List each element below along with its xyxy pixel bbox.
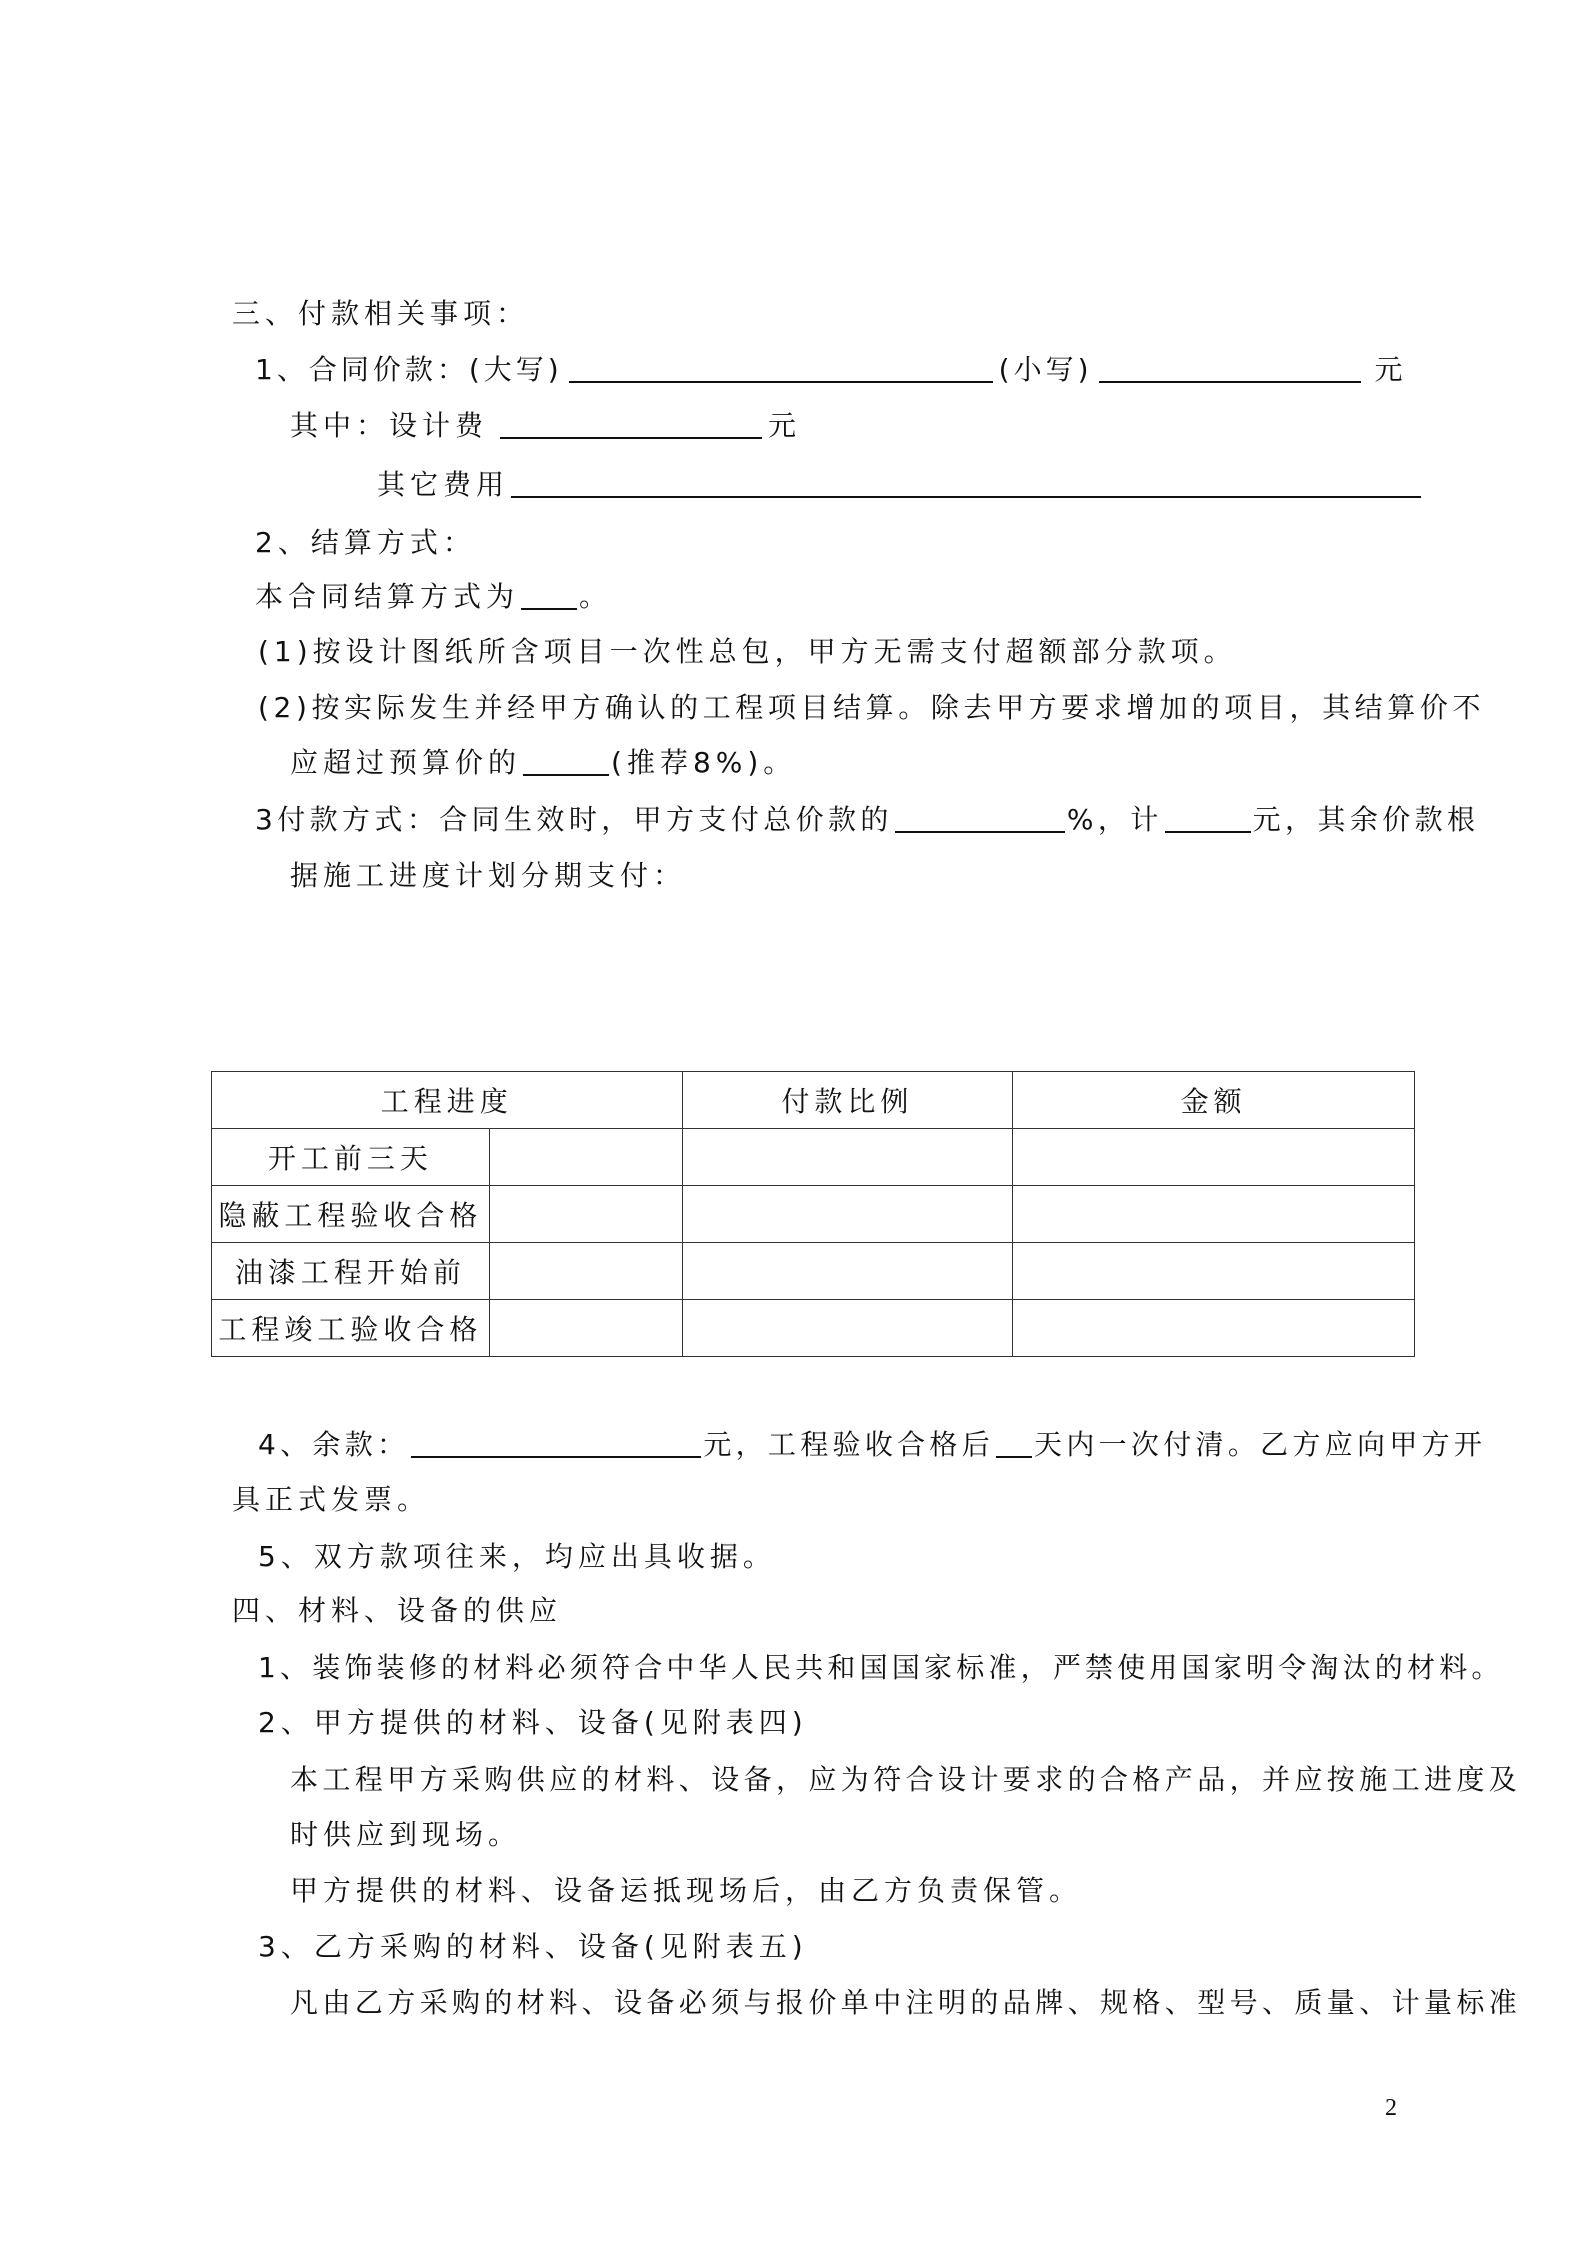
table-row bbox=[212, 1243, 1415, 1300]
receipt-clause: 5、双方款项往来，均应出具收据。 bbox=[258, 1540, 776, 1573]
budget-cap-suffix: (推荐8%)。 bbox=[611, 746, 797, 779]
row-stage-label: 开工前三天 bbox=[212, 1129, 490, 1186]
table-row bbox=[212, 1186, 1415, 1243]
payment-amount-blank[interactable] bbox=[1165, 801, 1251, 833]
settlement-title: 2、结算方式： bbox=[255, 526, 476, 559]
payment-yuan-label: 元，其余价款根 bbox=[1252, 803, 1480, 836]
balance-suffix: 天内一次付清。乙方应向甲方开 bbox=[1034, 1428, 1487, 1461]
row-stage-label: 隐蔽工程验收合格 bbox=[212, 1186, 490, 1243]
header-progress: 工程进度 bbox=[212, 1072, 683, 1129]
settlement-method-blank[interactable] bbox=[521, 578, 577, 610]
price-capital-blank[interactable] bbox=[569, 351, 993, 383]
balance-line bbox=[258, 1425, 1486, 1465]
row-amount-cell[interactable] bbox=[1013, 1129, 1415, 1186]
design-fee-label: 其中：设计费 bbox=[290, 409, 489, 442]
payment-method-line bbox=[255, 800, 1479, 840]
section4-title: 四、材料、设备的供应 bbox=[232, 1594, 563, 1627]
page-number: 2 bbox=[1385, 2095, 1397, 2121]
budget-cap-blank[interactable] bbox=[523, 744, 609, 776]
party-a-materials-title: 2、甲方提供的材料、设备(见附表四) bbox=[258, 1706, 808, 1739]
settlement-method-line bbox=[255, 577, 612, 617]
row-ratio-cell[interactable] bbox=[682, 1129, 1013, 1186]
settlement-method-prefix: 本合同结算方式为 bbox=[255, 580, 520, 613]
design-fee-line bbox=[290, 406, 801, 446]
payment-schedule-table bbox=[211, 1071, 1415, 1357]
settlement-method-suffix: 。 bbox=[579, 580, 613, 613]
row-stage-label: 油漆工程开始前 bbox=[212, 1243, 490, 1300]
design-fee-unit: 元 bbox=[768, 409, 802, 442]
budget-cap-prefix: 应超过预算价的 bbox=[290, 746, 522, 779]
row-ratio-cell[interactable] bbox=[682, 1186, 1013, 1243]
balance-prefix: 4、余款： bbox=[258, 1428, 410, 1461]
balance-cont: 具正式发票。 bbox=[232, 1483, 431, 1516]
payment-method-cont: 据施工进度计划分期支付： bbox=[290, 859, 687, 892]
price-small-label: (小写) bbox=[998, 353, 1093, 386]
row-stage-blank-cell[interactable] bbox=[489, 1300, 682, 1357]
contract-price-line bbox=[255, 350, 1407, 390]
party-a-materials-line3: 甲方提供的材料、设备运抵现场后，由乙方负责保管。 bbox=[290, 1874, 1083, 1907]
other-fee-blank[interactable] bbox=[511, 466, 1421, 498]
row-stage-blank-cell[interactable] bbox=[489, 1186, 682, 1243]
row-stage-blank-cell[interactable] bbox=[489, 1129, 682, 1186]
settlement-option-1: (1)按设计图纸所含项目一次性总包，甲方无需支付超额部分款项。 bbox=[258, 635, 1237, 668]
row-ratio-cell[interactable] bbox=[682, 1300, 1013, 1357]
payment-percent-blank[interactable] bbox=[895, 801, 1065, 833]
settlement-option-2-cont bbox=[290, 743, 796, 783]
section3-title: 三、付款相关事项： bbox=[232, 297, 530, 330]
header-amount: 金额 bbox=[1013, 1072, 1415, 1129]
row-ratio-cell[interactable] bbox=[682, 1243, 1013, 1300]
header-ratio: 付款比例 bbox=[682, 1072, 1013, 1129]
party-b-materials-title: 3、乙方采购的材料、设备(见附表五) bbox=[258, 1930, 808, 1963]
row-amount-cell[interactable] bbox=[1013, 1300, 1415, 1357]
balance-amount-blank[interactable] bbox=[411, 1426, 701, 1458]
table-header-row bbox=[212, 1072, 1415, 1129]
design-fee-blank[interactable] bbox=[500, 407, 762, 439]
row-stage-label: 工程竣工验收合格 bbox=[212, 1300, 490, 1357]
payment-percent-label: %，计 bbox=[1066, 803, 1163, 836]
table-row bbox=[212, 1300, 1415, 1357]
other-fee-label: 其它费用 bbox=[377, 468, 510, 501]
contract-price-label: 1、合同价款：(大写) bbox=[255, 353, 563, 386]
party-a-materials-line1: 本工程甲方采购供应的材料、设备，应为符合设计要求的合格产品，并应按施工进度及 bbox=[290, 1763, 1522, 1796]
row-amount-cell[interactable] bbox=[1013, 1186, 1415, 1243]
party-a-materials-line2: 时供应到现场。 bbox=[290, 1818, 522, 1851]
party-b-materials-line1: 凡由乙方采购的材料、设备必须与报价单中注明的品牌、规格、型号、质量、计量标准 bbox=[290, 1986, 1522, 2019]
balance-mid: 元，工程验收合格后 bbox=[703, 1428, 995, 1461]
row-stage-blank-cell[interactable] bbox=[489, 1243, 682, 1300]
price-small-blank[interactable] bbox=[1099, 351, 1361, 383]
table-row bbox=[212, 1129, 1415, 1186]
other-fee-line bbox=[377, 465, 1423, 505]
payment-method-prefix: 3付款方式：合同生效时，甲方支付总价款的 bbox=[255, 803, 893, 836]
price-unit: 元 bbox=[1374, 353, 1407, 386]
row-amount-cell[interactable] bbox=[1013, 1243, 1415, 1300]
balance-days-blank[interactable] bbox=[996, 1426, 1032, 1458]
material-standard-clause: 1、装饰装修的材料必须符合中华人民共和国国家标准，严禁使用国家明令淘汰的材料。 bbox=[258, 1651, 1504, 1684]
settlement-option-2: (2)按实际发生并经甲方确认的工程项目结算。除去甲方要求增加的项目，其结算价不 bbox=[258, 691, 1486, 724]
